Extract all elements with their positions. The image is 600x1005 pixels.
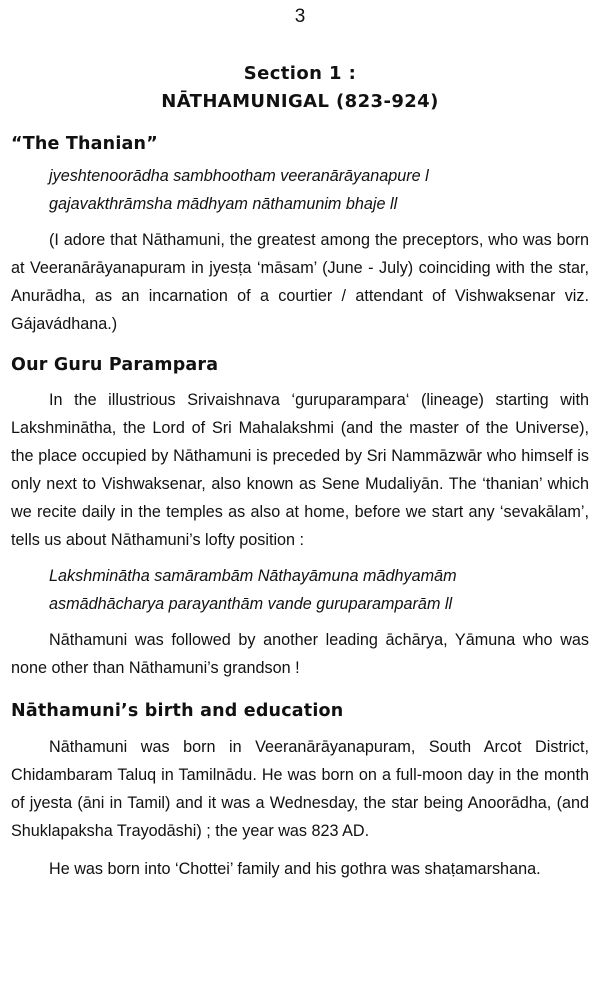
guruparampara-verse [11,562,589,618]
section-title: NĀTHAMUNIGAL (823-924) [161,91,439,112]
verse-line: gajavakthrāmsha mādhyam nāthamunim bhaje ll [49,195,398,213]
yamuna-paragraph: Nāthamuni was followed by another leading āchārya, Yāmuna who was none other than Nāthamuni’s grandson ! [11,631,589,677]
guru-parampara-paragraph: In the illustrious Srivaishnava ‘guruparampara‘ (lineage) starting with Lakshminātha, the Lord of Sri Mahalakshmi (and the master of the Universe), the place occupied by Nāthamuni is preceded by Sri Nammāzwār who himself is only next to Vishwaksenar, also known as Sene Mudaliyān. The ‘thanian’ which we recite daily in the temples as also at home, before we start any ‘sevakālam’, tells us about Nāthamuni’s lofty position : [11,391,589,549]
verse-line: jyeshtenoorādha sambhootham veeranārāyanapure l [49,167,429,185]
page-number: 3 [294,6,306,27]
thanian-verse [11,162,589,218]
section-heading [11,60,589,116]
thanian-translation: (I adore that Nāthamuni, the greatest among the preceptors, who was born at Veeranārāyanapuram in jyesṭa ‘māsam’ (June - July) coinciding with the star, Anurādha, as an incarnation of a courtier / attendant of Vishwaksenar viz. Gájavádhana.) [11,231,589,333]
guru-parampara-heading: Our Guru Parampara [11,355,219,375]
verse-line: Lakshminātha samārambām Nāthayāmuna mādhyamām [49,567,457,585]
family-paragraph: He was born into ‘Chottei’ family and his gothra was shaṭamarshana. [49,860,541,878]
verse-line: asmādhācharya parayanthām vande guruparamparām ll [49,595,453,613]
section-number: Section 1 : [243,63,357,84]
thanian-heading: “The Thanian” [11,134,158,154]
birth-education-heading: Nāthamuni’s birth and education [11,701,344,721]
birth-paragraph: Nāthamuni was born in Veeranārāyanapuram, South Arcot District, Chidambaram Taluq in Tamilnādu. He was born on a full-moon day in the month of jyesta (āni in Tamil) and it was a Wednesday, the star being Anoorādha, (and Shuklapaksha Trayodāshi) ; the year was 823 AD. [11,738,589,840]
